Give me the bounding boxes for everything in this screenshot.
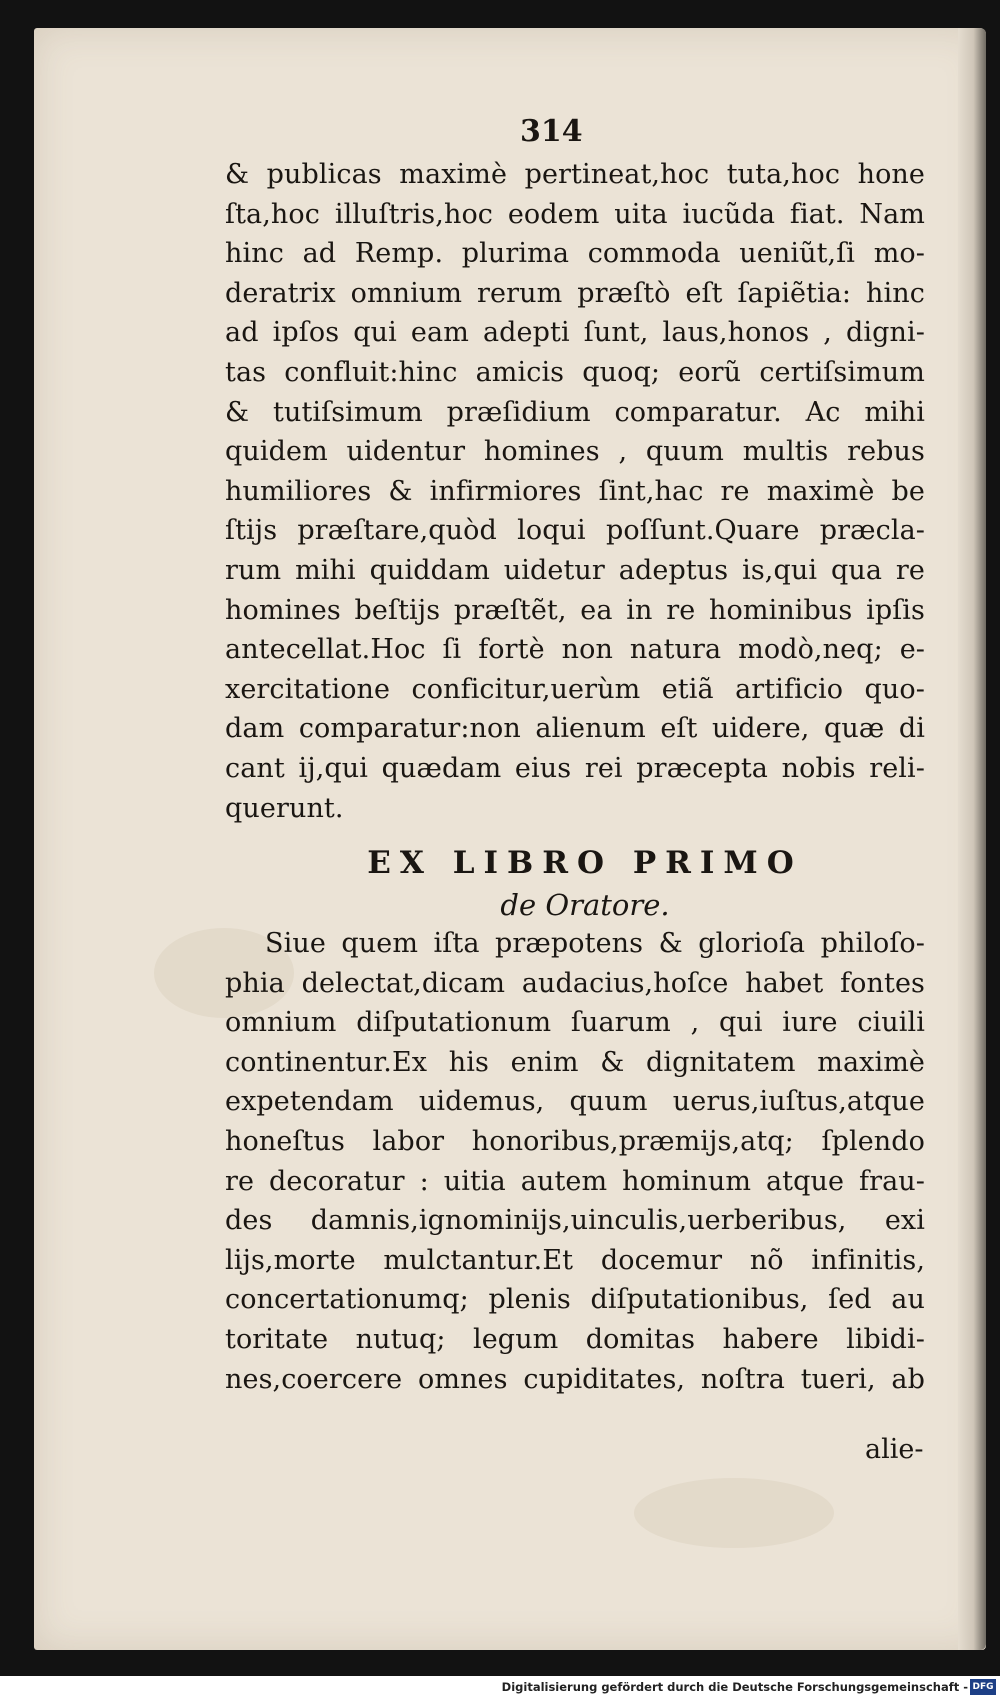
text-line: ſta,hoc illuſtris,hoc eodem uita iucũda fiat. Nam — [225, 198, 925, 230]
dfg-logo: DFG — [970, 1679, 996, 1695]
text-line: & tutiſsimum præſidium comparatur. Ac mihi — [225, 396, 925, 428]
text-line: re decoratur : uitia autem hominum atque frau- — [225, 1165, 925, 1197]
text-line: phia delectat,dicam audacius,hoſce habet fontes — [225, 967, 925, 999]
text-line: ſtijs præſtare,quòd loqui poſſunt.Quare præcla- — [225, 515, 925, 547]
text-line: toritate nutuq; legum domitas habere libidi- — [225, 1323, 925, 1355]
page-edge — [958, 28, 986, 1650]
text-line: lijs,morte mulctantur.Et docemur nõ infinitis, — [225, 1244, 925, 1276]
text-line: hinc ad Remp. plurima commoda ueniũt,ſi mo- — [225, 238, 925, 270]
section-heading: EX LIBRO PRIMO — [367, 845, 803, 881]
text-line: des damnis,ignominijs,uinculis,uerberibus, exi — [225, 1205, 925, 1237]
page-number: 314 — [520, 114, 583, 149]
funding-credit: Digitalisierung gefördert durch die Deutsche Forschungsgemeinschaft - — [501, 1680, 968, 1694]
catchword: alie- — [865, 1434, 924, 1465]
text-line: antecellat.Hoc ſi fortè non natura modò,neq; e- — [225, 634, 925, 666]
paper-stain — [634, 1478, 834, 1548]
text-line: homines beſtijs præſtẽt, ea in re hominibus ipſis — [225, 594, 925, 626]
paragraph-2 — [225, 924, 925, 1399]
text-line: Siue quem iſta præpotens & glorioſa philoſo- — [265, 928, 925, 959]
paragraph-1 — [225, 155, 925, 828]
text-line: nes,coercere omnes cupiditates, noſtra tueri, ab — [225, 1363, 925, 1395]
text-line: deratrix omnium rerum præſtò eſt ſapiẽtia: hinc — [225, 277, 925, 309]
section-subheading: de Oratore. — [500, 888, 670, 922]
text-line: expetendam uidemus, quum uerus,iuſtus,atque — [225, 1086, 925, 1118]
text-line: ad ipſos qui eam adepti ſunt, laus,honos , digni- — [225, 317, 925, 349]
text-line: xercitatione conficitur,uerùm etiã artificio quo- — [225, 673, 925, 705]
text-line: rum mihi quiddam uidetur adeptus is,qui qua re — [225, 554, 925, 586]
text-line: cant ij,qui quædam eius rei præcepta nobis reli- — [225, 752, 925, 784]
text-line: honeſtus labor honoribus,præmijs,atq; ſplendo — [225, 1125, 925, 1157]
text-line: omnium diſputationum ſuarum , qui iure ciuili — [225, 1007, 925, 1039]
footer-bar — [0, 1676, 1000, 1700]
text-line: quidem uidentur homines , quum multis rebus — [225, 436, 925, 468]
text-line: tas confluit:hinc amicis quoq; eorũ certiſsimum — [225, 356, 925, 388]
text-line: dam comparatur:non alienum eſt uidere, quæ di — [225, 713, 925, 745]
text-line: & publicas maximè pertineat,hoc tuta,hoc hone — [225, 159, 925, 190]
text-line: humiliores & infirmiores ſint,hac re maximè be — [225, 475, 925, 507]
text-line: querunt. — [225, 792, 344, 824]
text-line: continentur.Ex his enim & dignitatem maximè — [225, 1046, 925, 1078]
text-line: concertationumq; plenis diſputationibus, ſed au — [225, 1284, 925, 1316]
